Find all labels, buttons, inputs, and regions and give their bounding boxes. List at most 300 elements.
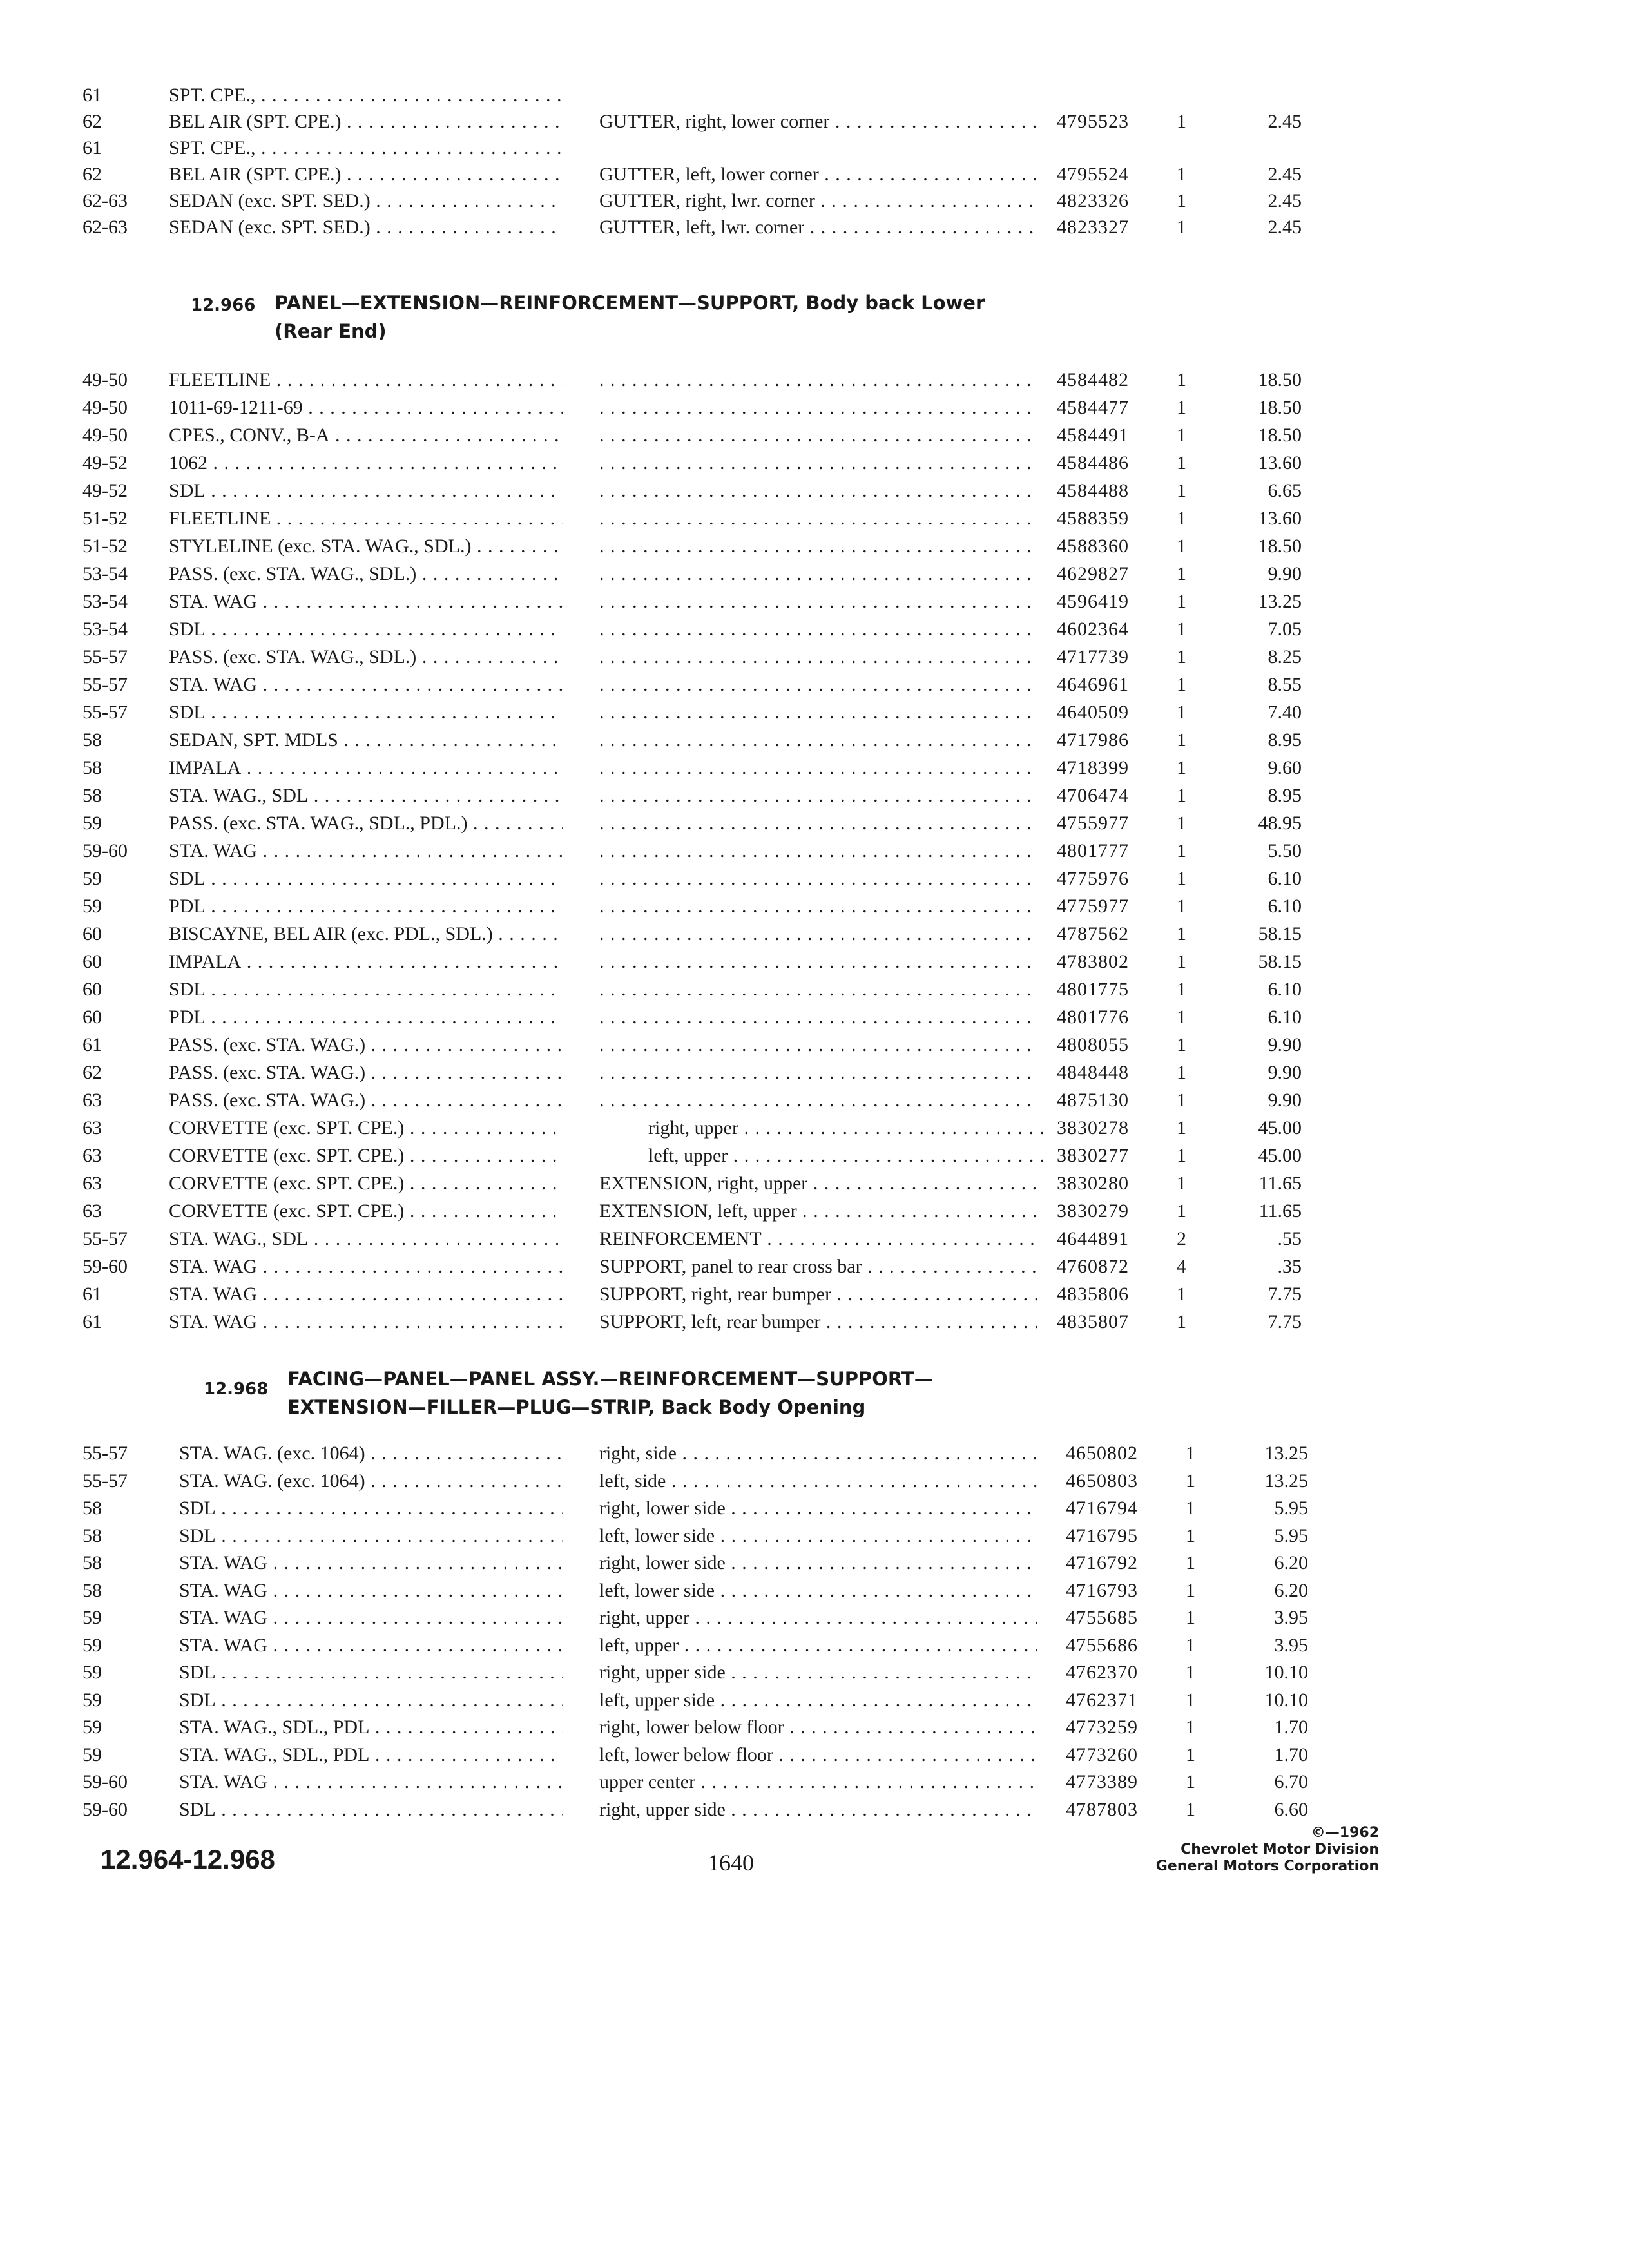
model-name: SDL . . . [179,1687,563,1713]
model-name: STA. WAG. (exc. 1064) . . . [179,1468,563,1494]
section-966-title-line1: PANEL—EXTENSION—REINFORCEMENT—SUPPORT, Body back Lower [275,292,985,314]
model-year: 55-57 [82,702,128,723]
price: 18.50 [1258,535,1302,557]
table-row [0,1550,1629,1576]
model-name: SDL . . . [179,1797,563,1823]
quantity: 1 [1186,1470,1195,1492]
part-number: 4835807 [1057,1311,1129,1332]
table-row [0,783,1629,809]
part-number: 4584477 [1057,397,1129,418]
table-row [0,1769,1629,1795]
leader-dots [599,838,1037,864]
quantity: 1 [1177,1034,1186,1055]
price: 8.25 [1268,646,1302,668]
model-year: 61 [82,84,102,106]
part-number: 4801777 [1057,840,1129,861]
table-row [0,188,1629,214]
price: 10.10 [1264,1689,1308,1711]
model-year: 49-52 [82,480,128,501]
model-year: 59 [82,1607,102,1628]
quantity: 1 [1177,164,1186,185]
part-number: 4823327 [1057,216,1129,238]
model-year: 62-63 [82,190,128,211]
quantity: 1 [1177,535,1186,557]
price: 3.95 [1274,1607,1308,1628]
model-year: 62 [82,111,102,132]
quantity: 2 [1177,1228,1186,1249]
model-year: 59 [82,812,102,834]
part-number: 4650802 [1066,1443,1138,1464]
table-row [0,1797,1629,1823]
page-number: 1640 [708,1850,754,1876]
table-row [0,135,1629,161]
leader-dots [599,894,1037,919]
model-year: 55-57 [82,646,128,668]
model-name: STA. WAG., SDL . . . [169,1226,563,1252]
part-description: GUTTER, right, lower corner . . . [599,109,1037,135]
part-number: 4602364 [1057,619,1129,640]
price: 6.10 [1268,979,1302,1000]
model-year: 55-57 [82,1470,128,1492]
model-year: 53-54 [82,619,128,640]
copyright-year: ©—1962 [1311,1825,1379,1841]
model-year: 63 [82,1117,102,1139]
table-row [0,755,1629,781]
part-description: right, upper side . . . [599,1797,1037,1823]
leader-dots [599,755,1037,781]
table-row [0,589,1629,615]
part-number: 4584488 [1057,480,1129,501]
table-row [0,1143,1629,1169]
model-name: 1011-69-1211-69 . . . [169,395,563,421]
section-966-title-line2: (Rear End) [275,320,387,342]
model-year: 60 [82,1006,102,1028]
model-year: 49-50 [82,425,128,446]
part-number: 4755977 [1057,812,1129,834]
part-number: 4787803 [1066,1798,1138,1820]
price: 7.05 [1268,619,1302,640]
quantity: 1 [1177,1062,1186,1083]
part-number: 4808055 [1057,1034,1129,1055]
quantity: 1 [1177,812,1186,834]
part-number: 4755685 [1066,1607,1138,1628]
part-number: 4718399 [1057,757,1129,778]
table-row [0,561,1629,587]
model-name: STA. WAG., SDL . . . [169,783,563,809]
price: 5.95 [1274,1524,1308,1546]
model-name: SPT. CPE., . . . [169,135,563,161]
table-row [0,1032,1629,1058]
part-number: 4716793 [1066,1579,1138,1601]
quantity: 1 [1177,1006,1186,1028]
part-number: 4801776 [1057,1006,1129,1028]
part-number: 4848448 [1057,1062,1129,1083]
part-number: 3830278 [1057,1117,1129,1139]
part-number: 4716794 [1066,1497,1138,1519]
quantity: 1 [1186,1689,1195,1711]
part-number: 4773260 [1066,1744,1138,1765]
part-description: GUTTER, left, lwr. corner . . . [599,215,1037,240]
price: 18.50 [1258,369,1302,390]
model-name: STA. WAG., SDL., PDL . . . [179,1715,563,1740]
quantity: 1 [1177,397,1186,418]
model-year: 63 [82,1145,102,1166]
price: 13.25 [1258,591,1302,612]
quantity: 1 [1177,508,1186,529]
leader-dots [599,478,1037,504]
model-name: PDL . . . [169,1004,563,1030]
model-name: STA. WAG . . . [179,1633,563,1658]
model-name: STA. WAG . . . [169,672,563,698]
quantity: 1 [1177,674,1186,695]
table-row [0,838,1629,864]
price: 9.90 [1268,1062,1302,1083]
part-number: 4596419 [1057,591,1129,612]
quantity: 1 [1186,1497,1195,1519]
model-name: STA. WAG . . . [179,1578,563,1604]
quantity: 1 [1177,480,1186,501]
price: 6.10 [1268,896,1302,917]
leader-dots [599,506,1037,532]
model-year: 59-60 [82,1798,128,1820]
quantity: 1 [1177,702,1186,723]
table-row [0,109,1629,135]
price: 58.15 [1258,951,1302,972]
model-name: STA. WAG . . . [179,1605,563,1631]
table-row [0,672,1629,698]
model-name: SEDAN (exc. SPT. SED.) . . . [169,215,563,240]
table-row [0,367,1629,393]
part-number: 4762370 [1066,1662,1138,1683]
model-name: STA. WAG . . . [169,838,563,864]
section-966-number: 12.966 [191,296,256,315]
model-name: SPT. CPE., . . . [169,82,563,108]
model-year: 59-60 [82,1256,128,1277]
price: 11.65 [1258,1173,1302,1194]
quantity: 1 [1177,979,1186,1000]
model-year: 58 [82,757,102,778]
model-year: 49-52 [82,452,128,474]
quantity: 1 [1177,840,1186,861]
price: 9.90 [1268,1034,1302,1055]
part-description: SUPPORT, right, rear bumper . . . [599,1282,1037,1307]
model-year: 59-60 [82,1771,128,1792]
quantity: 1 [1177,425,1186,446]
part-number: 4823326 [1057,190,1129,211]
model-name: STYLELINE (exc. STA. WAG., SDL.) . . . [169,533,563,559]
price: 10.10 [1264,1662,1308,1683]
model-name: PASS. (exc. STA. WAG.) . . . [169,1088,563,1113]
quantity: 1 [1177,216,1186,238]
part-number: 3830277 [1057,1145,1129,1166]
table-row [0,644,1629,670]
part-number: 4795524 [1057,164,1129,185]
leader-dots [599,367,1037,393]
leader-dots [599,1032,1037,1058]
leader-dots [599,1088,1037,1113]
part-number: 4717739 [1057,646,1129,668]
table-row [0,894,1629,919]
model-name: SDL . . . [179,1523,563,1549]
quantity: 1 [1177,785,1186,806]
model-name: BEL AIR (SPT. CPE.) . . . [169,162,563,187]
table-row [0,1282,1629,1307]
leader-dots [599,450,1037,476]
table-row [0,1115,1629,1141]
part-description: left, lower below floor . . . [599,1742,1037,1768]
quantity: 1 [1177,1090,1186,1111]
price: 7.75 [1268,1283,1302,1305]
part-number: 4644891 [1057,1228,1129,1249]
model-year: 63 [82,1090,102,1111]
part-number: 4787562 [1057,923,1129,945]
model-year: 61 [82,1034,102,1055]
model-name: STA. WAG . . . [169,589,563,615]
model-year: 55-57 [82,1228,128,1249]
model-name: SEDAN, SPT. MDLS . . . [169,727,563,753]
table-row [0,1171,1629,1196]
model-year: 60 [82,979,102,1000]
model-name: PASS. (exc. STA. WAG.) . . . [169,1032,563,1058]
price: 13.25 [1264,1470,1308,1492]
model-year: 53-54 [82,563,128,584]
quantity: 1 [1177,452,1186,474]
price: 6.10 [1268,1006,1302,1028]
part-number: 4650803 [1066,1470,1138,1492]
leader-dots [599,811,1037,836]
table-row [0,1088,1629,1113]
copyright-block [1121,1825,1379,1875]
part-description: GUTTER, right, lwr. corner . . . [599,188,1037,214]
table-row [0,727,1629,753]
part-number: 4783802 [1057,951,1129,972]
quantity: 1 [1177,1311,1186,1332]
model-name: STA. WAG . . . [169,1309,563,1335]
price: 18.50 [1258,397,1302,418]
section-968-title-line1: FACING—PANEL—PANEL ASSY.—REINFORCEMENT—SUPPORT— [287,1368,933,1390]
model-name: BEL AIR (SPT. CPE.) . . . [169,109,563,135]
model-year: 58 [82,1552,102,1573]
table-row [0,478,1629,504]
part-number: 4706474 [1057,785,1129,806]
part-number: 4875130 [1057,1090,1129,1111]
model-year: 61 [82,1283,102,1305]
leader-dots [599,423,1037,448]
price: 8.95 [1268,729,1302,751]
leader-dots [599,561,1037,587]
part-description: right, upper . . . [599,1605,1037,1631]
quantity: 1 [1186,1607,1195,1628]
table-row [0,617,1629,642]
quantity: 1 [1186,1524,1195,1546]
model-name: FLEETLINE . . . [169,367,563,393]
model-name: IMPALA . . . [169,755,563,781]
part-description: left, upper . . . [599,1633,1037,1658]
price: 5.95 [1274,1497,1308,1519]
model-year: 49-50 [82,397,128,418]
part-description: REINFORCEMENT . . . [599,1226,1037,1252]
model-name: SDL . . . [169,866,563,892]
model-year: 51-52 [82,508,128,529]
part-number: 4629827 [1057,563,1129,584]
model-name: STA. WAG . . . [179,1550,563,1576]
price: .35 [1277,1256,1302,1277]
table-row [0,1309,1629,1335]
model-name: PASS. (exc. STA. WAG.) . . . [169,1060,563,1086]
model-year: 55-57 [82,674,128,695]
quantity: 1 [1177,896,1186,917]
table-row [0,1578,1629,1604]
table-row [0,811,1629,836]
part-number: 4762371 [1066,1689,1138,1711]
model-name: PASS. (exc. STA. WAG., SDL.) . . . [169,561,563,587]
table-row [0,82,1629,108]
model-name: CPES., CONV., B-A . . . [169,423,563,448]
model-year: 51-52 [82,535,128,557]
quantity: 1 [1177,1117,1186,1139]
model-name: FLEETLINE . . . [169,506,563,532]
table-row [0,1254,1629,1280]
table-row [0,1687,1629,1713]
table-row [0,1660,1629,1686]
part-description: right, lower below floor . . . [599,1715,1037,1740]
model-year: 63 [82,1200,102,1222]
quantity: 1 [1177,1200,1186,1222]
part-number: 4717986 [1057,729,1129,751]
model-year: 59 [82,896,102,917]
model-name: STA. WAG., SDL., PDL . . . [179,1742,563,1768]
price: 2.45 [1268,164,1302,185]
quantity: 1 [1186,1579,1195,1601]
price: 6.20 [1274,1552,1308,1573]
quantity: 1 [1177,591,1186,612]
part-description: SUPPORT, panel to rear cross bar . . . [599,1254,1037,1280]
quantity: 1 [1177,111,1186,132]
quantity: 1 [1177,1173,1186,1194]
model-name: STA. WAG . . . [179,1769,563,1795]
model-year: 59 [82,868,102,889]
price: 2.45 [1268,190,1302,211]
table-row [0,1226,1629,1252]
model-year: 63 [82,1173,102,1194]
leader-dots [599,727,1037,753]
quantity: 1 [1177,868,1186,889]
part-description: left, side . . . [599,1468,1037,1494]
part-description: left, lower side . . . [599,1578,1037,1604]
table-row [0,1004,1629,1030]
part-description: upper center . . . [599,1769,1037,1795]
model-name: CORVETTE (exc. SPT. CPE.) . . . [169,1171,563,1196]
model-year: 49-50 [82,369,128,390]
part-description: left, upper . . . [648,1143,1043,1169]
quantity: 1 [1177,923,1186,945]
part-number: 4775977 [1057,896,1129,917]
table-row [0,1715,1629,1740]
price: 6.65 [1268,480,1302,501]
model-name: CORVETTE (exc. SPT. CPE.) . . . [169,1143,563,1169]
leader-dots [599,866,1037,892]
quantity: 1 [1177,1283,1186,1305]
model-year: 59 [82,1744,102,1765]
leader-dots [599,977,1037,1003]
leader-dots [599,1060,1037,1086]
price: 5.50 [1268,840,1302,861]
leader-dots [599,672,1037,698]
table-row [0,1523,1629,1549]
page-range: 12.964-12.968 [101,1844,275,1874]
model-year: 62 [82,1062,102,1083]
quantity: 1 [1177,757,1186,778]
model-name: IMPALA . . . [169,949,563,975]
part-number: 4835806 [1057,1283,1129,1305]
quantity: 1 [1177,619,1186,640]
price: 2.45 [1268,216,1302,238]
table-row [0,1495,1629,1521]
table-row [0,162,1629,187]
table-row [0,1198,1629,1224]
part-number: 4640509 [1057,702,1129,723]
part-description: right, lower side . . . [599,1550,1037,1576]
quantity: 1 [1186,1716,1195,1738]
quantity: 1 [1186,1634,1195,1656]
model-year: 59-60 [82,840,128,861]
section-968-title-line2: EXTENSION—FILLER—PLUG—STRIP, Back Body Opening [287,1396,866,1418]
quantity: 1 [1177,646,1186,668]
part-description: GUTTER, left, lower corner . . . [599,162,1037,187]
model-name: SEDAN (exc. SPT. SED.) . . . [169,188,563,214]
model-name: PDL . . . [169,894,563,919]
price: 45.00 [1258,1145,1302,1166]
model-name: SDL . . . [169,617,563,642]
leader-dots [599,783,1037,809]
quantity: 1 [1186,1798,1195,1820]
table-row [0,1468,1629,1494]
part-number: 4773389 [1066,1771,1138,1792]
part-number: 4588359 [1057,508,1129,529]
leader-dots [599,533,1037,559]
model-year: 55-57 [82,1443,128,1464]
model-year: 58 [82,1579,102,1601]
part-description: EXTENSION, right, upper . . . [599,1171,1037,1196]
table-row [0,977,1629,1003]
quantity: 1 [1186,1662,1195,1683]
quantity: 1 [1186,1744,1195,1765]
model-year: 61 [82,137,102,159]
price: 7.75 [1268,1311,1302,1332]
part-number: 4760872 [1057,1256,1129,1277]
table-row [0,395,1629,421]
leader-dots [599,644,1037,670]
model-year: 59 [82,1716,102,1738]
part-description: right, upper . . . [648,1115,1043,1141]
price: 18.50 [1258,425,1302,446]
model-name: PASS. (exc. STA. WAG., SDL., PDL.) . . . [169,811,563,836]
model-name: PASS. (exc. STA. WAG., SDL.) . . . [169,644,563,670]
table-row [0,700,1629,726]
quantity: 1 [1186,1552,1195,1573]
table-row [0,215,1629,240]
price: 9.60 [1268,757,1302,778]
model-year: 58 [82,1497,102,1519]
part-number: 4775976 [1057,868,1129,889]
table-row [0,1633,1629,1658]
table-row [0,949,1629,975]
price: 11.65 [1258,1200,1302,1222]
model-year: 59 [82,1662,102,1683]
part-number: 4588360 [1057,535,1129,557]
price: 8.95 [1268,785,1302,806]
model-name: STA. WAG . . . [169,1282,563,1307]
